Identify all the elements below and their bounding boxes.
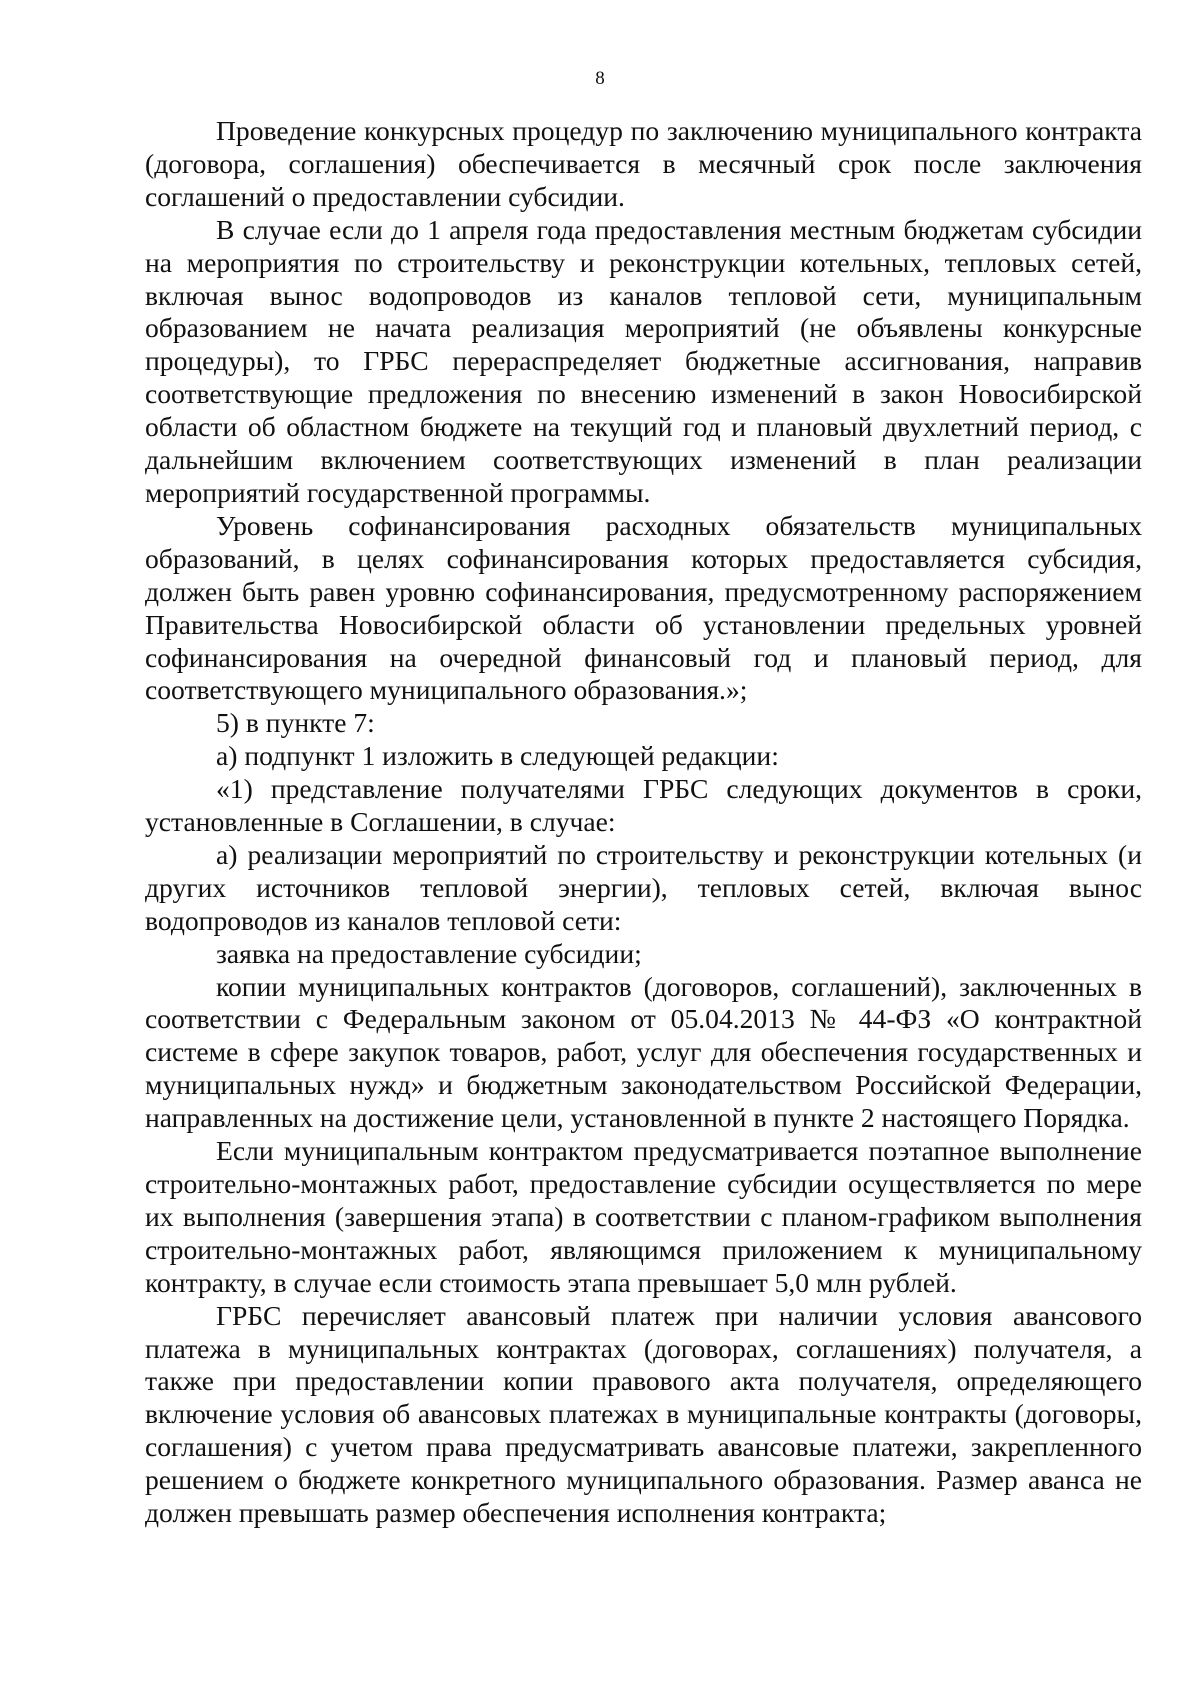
paragraph-item-5: 5) в пункте 7: [216,707,375,739]
page-number: 8 [595,68,605,89]
document-body [145,115,1142,1530]
paragraph-staged-works: Если муниципальным контрактом предусматривается поэтапное выполнение строительно-монтажных работ, предоставление субсидии осуществляется по мере их выполнения (завершения этапа) в соответствии с планом-графиком выполнения строительно-монтажных работ, являющимся приложением к муниципальному контракту, в случае если стоимость этапа превышает 5,0 млн рублей. [145,1135,1142,1298]
paragraph-subitem-a: а) подпункт 1 изложить в следующей редакции: [216,740,779,772]
paragraph-subsidy-application: заявка на предоставление субсидии; [216,937,642,969]
paragraph-contest-procedures: Проведение конкурсных процедур по заключению муниципального контракта (договора, соглашения) обеспечивается в месячный срок после заключения соглашений о предоставлении субсидии. [145,115,1142,212]
paragraph-cofinancing-level: Уровень софинансирования расходных обязательств муниципальных образований, в целях софинансирования которых предоставляется субсидия, должен быть равен уровню софинансирования, предусмотренному распоряжением Правительства Новосибирской области об установлении предельных уровней софинансирования на очередной финансовый год и плановый период, для соответствующего муниципального образования.»; [145,509,1142,706]
paragraph-april-deadline: В случае если до 1 апреля года предоставления местным бюджетам субсидии на мероприятия по строительству и реконструкции котельных, тепловых сетей, включая вынос водопроводов из каналов тепловой сети, муниципальным образованием не начата реализация мероприятий (не объявлены конкурсные процедуры), то ГРБС перераспределяет бюджетные ассигнования, направив соответствующие предложения по внесению изменений в закон Новосибирской области об областном бюджете на текущий год и плановый двухлетний период, с дальнейшим включением соответствующих изменений в план реализации мероприятий государственной программы. [145,213,1142,508]
paragraph-documents-submission: «1) представление получателями ГРБС следующих документов в сроки, установленные в Соглашении, в случае: [145,773,1142,838]
paragraph-advance-payment: ГРБС перечисляет авансовый платеж при наличии условия авансового платежа в муниципальных контрактах (договорах, соглашениях) получателя, а также при предоставлении копии правового акта получателя, определяющего включение условия об авансовых платежах в муниципальные контракты (договоры, соглашения) с учетом права предусматривать авансовые платежи, закрепленного решением о бюджете конкретного муниципального образования. Размер аванса не должен превышать размер обеспечения исполнения контракта; [145,1299,1142,1529]
paragraph-contract-copies: копии муниципальных контрактов (договоров, соглашений), заключенных в соответствии с Федеральным законом от 05.04.2013 № 44-ФЗ «О контрактной системе в сфере закупок товаров, работ, услуг для обеспечения государственных и муниципальных нужд» и бюджетным законодательством Российской Федерации, направленных на достижение цели, установленной в пункте 2 настоящего Порядка. [145,970,1142,1134]
paragraph-boiler-measures: а) реализации мероприятий по строительству и реконструкции котельных (и других источников тепловой энергии), тепловых сетей, включая вынос водопроводов из каналов тепловой сети: [145,838,1142,936]
